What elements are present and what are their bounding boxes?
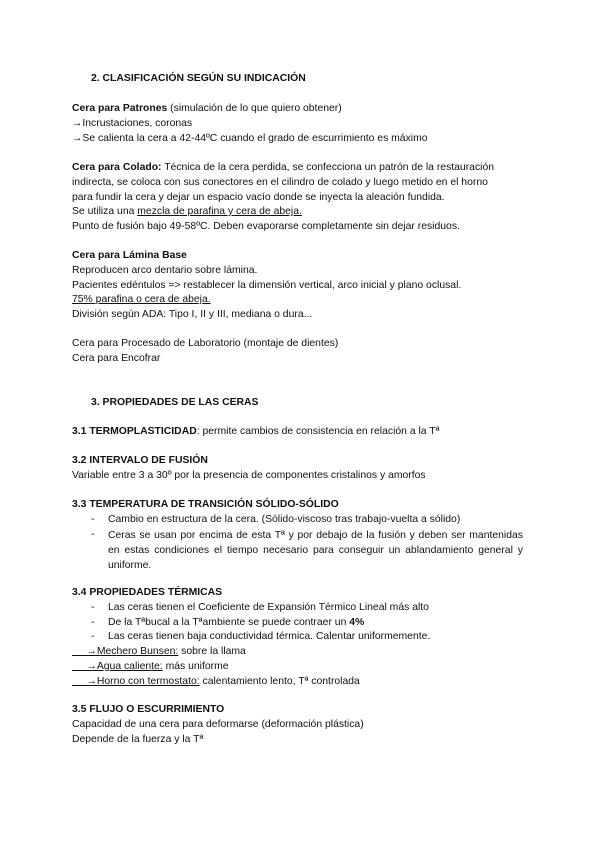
patrones-note: (simulación de lo que quiero obtener) <box>167 103 342 114</box>
lamina-line-1: Reproducen arco dentario sobre lámina. <box>72 265 258 276</box>
section-2-heading: 2. CLASIFICACIÓN SEGÚN SU INDICACIÓN <box>91 73 306 84</box>
colado-line-5: Punto de fusión bajo 49-58ºC. Deben evaporarse completamente sin dejar residuos. <box>72 221 460 232</box>
colado-text-4a: Se utiliza una <box>72 206 138 217</box>
bullet-dash: - <box>91 602 95 613</box>
encofrar-line: Cera para Encofrar <box>72 353 161 364</box>
p34-title: 3.4 PROPIEDADES TÉRMICAS <box>72 587 223 598</box>
p33-bullet-2: Ceras se usan por encima de esta Tª y por debajo de la fusión y deben ser mantenidas en estas condiciones el tiempo necesario para conseguir un ablandamiento general y uniforme. <box>108 530 523 571</box>
colado-line-3: para fundir la cera y dejar un espacio vacío donde se inyecta la aleación fundida. <box>72 192 445 203</box>
colado-line-1 <box>72 161 494 174</box>
p33-bullet-1: Cambio en estructura de la cera. (Sólido-viscoso tras trabajo-vuelta a sólido) <box>108 514 461 525</box>
patrones-line <box>72 102 342 115</box>
bullet-dash: - <box>91 631 95 642</box>
lamina-line-4: División según ADA: Tipo I, II y III, mediana o dura... <box>72 309 313 320</box>
bullet-dash: - <box>91 529 95 540</box>
colado-text-1: Técnica de la cera perdida, se confecciona un patrón de la restauración <box>161 162 495 173</box>
p32-title: 3.2 INTERVALO DE FUSIÓN <box>72 455 208 466</box>
p35-line-2: Depende de la fuerza y la Tª <box>72 734 204 745</box>
method-3-text: calentamiento lento, Tª controlada <box>199 676 360 687</box>
section-3-heading: 3. PROPIEDADES DE LAS CERAS <box>91 397 259 408</box>
p34-method-1 <box>72 645 246 658</box>
p31-text: : permite cambios de consistencia en relación a la Tª <box>196 426 440 437</box>
p35-title: 3.5 FLUJO O ESCURRIMIENTO <box>72 704 225 715</box>
p34-method-3 <box>72 675 360 688</box>
p34-bullet-2-value: 4% <box>349 617 365 628</box>
method-3-label: →Horno con termostato: <box>72 676 200 687</box>
colado-line-4 <box>72 205 302 218</box>
p31-title: 3.1 TERMOPLASTICIDAD <box>72 426 197 437</box>
colado-line-2: indirecta, se coloca con sus conectores en el cilindro de colado y luego metido en el horno <box>72 177 488 188</box>
p34-bullet-1: Las ceras tienen el Coeficiente de Expansión Térmico Lineal más alto <box>108 602 429 613</box>
p34-bullet-3: Las ceras tienen baja conductividad térmica. Calentar uniformemente. <box>108 631 431 642</box>
p32-text: Variable entre 3 a 30º por la presencia de componentes cristalinos y amorfos <box>72 470 426 481</box>
procesado-line: Cera para Procesado de Laboratorio (montaje de dientes) <box>72 338 339 349</box>
method-1-text: sobre la llama <box>178 646 246 657</box>
method-2-label: →Agua caliente: <box>72 661 163 672</box>
bullet-dash: - <box>91 514 95 525</box>
patrones-item-2: →Se calienta la cera a 42-44ºC cuando el grado de escurrimiento es máximo <box>72 133 428 144</box>
p33-title: 3.3 TEMPERATURA DE TRANSICIÓN SÓLIDO-SÓLIDO <box>72 499 339 510</box>
lamina-line-2: Pacientes edéntulos => restablecer la dimensión vertical, arco inicial y plano oclusal. <box>72 280 462 291</box>
patrones-title: Cera para Patrones <box>72 103 168 114</box>
p35-line-1: Capacidad de una cera para deformarse (deformación plástica) <box>72 719 364 730</box>
method-2-text: más uniforme <box>162 661 229 672</box>
lamina-line-3: 75% parafina o cera de abeja. <box>72 294 211 305</box>
patrones-item-1: →Incrustaciones, coronas <box>72 118 193 129</box>
p34-method-2 <box>72 660 229 673</box>
lamina-title: Cera para Lámina Base <box>72 250 187 261</box>
colado-text-4b: mezcla de parafina y cera de abeja. <box>137 206 302 217</box>
p31-line <box>72 425 439 438</box>
p34-bullet-2-text: De la Tªbucal a la Tªambiente se puede contraer un <box>108 617 350 628</box>
bullet-dash: - <box>91 617 95 628</box>
method-1-label: →Mechero Bunsen: <box>72 646 179 657</box>
p34-bullet-2 <box>108 616 364 629</box>
colado-title: Cera para Colado: <box>72 162 162 173</box>
